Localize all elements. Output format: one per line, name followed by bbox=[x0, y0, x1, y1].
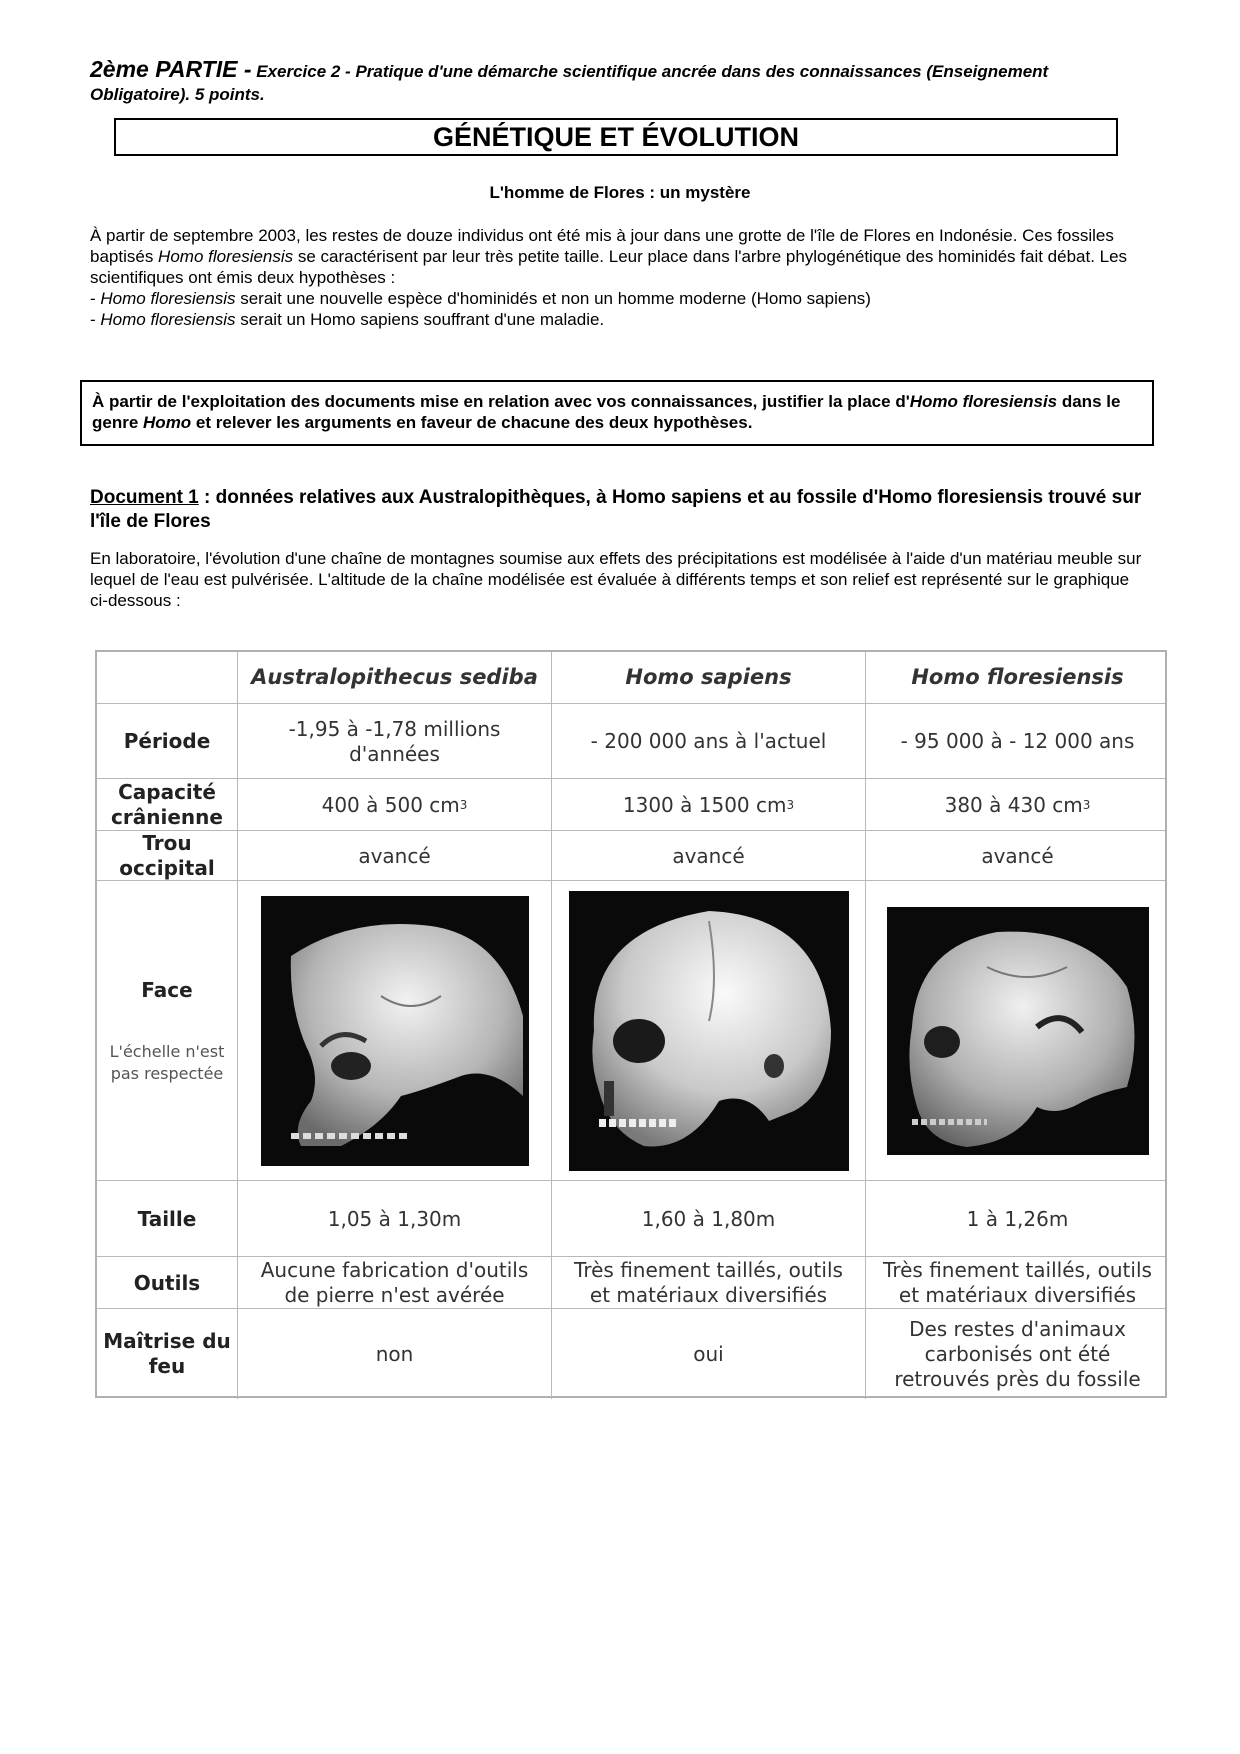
row-label-periode: Période bbox=[123, 729, 211, 753]
table-cell: avancé bbox=[551, 831, 865, 881]
table-row bbox=[97, 1256, 1165, 1309]
hominid-comparison-table bbox=[95, 650, 1167, 1398]
table-cell: 1300 à 1500 cm 3 bbox=[551, 779, 865, 831]
column-header-australopithecus: Australopithecus sediba bbox=[237, 652, 551, 703]
table-cell: Très finement taillés, outils et matériaux diversifiés bbox=[551, 1257, 865, 1309]
row-label-maitrise-feu: Maîtrise du feu bbox=[103, 1329, 231, 1378]
table-cell: -1,95 à -1,78 millions d'années bbox=[237, 704, 551, 779]
exercise-header bbox=[90, 58, 1150, 106]
row-label-taille: Taille bbox=[137, 1206, 197, 1231]
page-title: GÉNÉTIQUE ET ÉVOLUTION bbox=[114, 118, 1118, 156]
table-cell: oui bbox=[551, 1309, 865, 1399]
australopithecus-skull-photo bbox=[261, 896, 529, 1166]
table-cell: 1,60 à 1,80m bbox=[551, 1181, 865, 1257]
table-cell: Aucune fabrication d'outils de pierre n'est avérée bbox=[237, 1257, 551, 1309]
table-row bbox=[97, 778, 1165, 831]
scale-note: L'échelle n'est pas respectée bbox=[109, 1041, 225, 1083]
document-1-title: Document 1 : données relatives aux Australopithèques, à Homo sapiens et au fossile d'Homo floresiensis trouvé sur l'île de Flores bbox=[90, 487, 1142, 532]
document-1-label: Document 1 bbox=[90, 487, 199, 508]
table-corner-cell bbox=[97, 652, 237, 703]
part-label: 2ème PARTIE - bbox=[90, 56, 252, 82]
exercise-description: Exercice 2 - Pratique d'une démarche scientifique ancrée dans des connaissances (Enseignement Obligatoire). 5 points. bbox=[90, 62, 1049, 104]
skull-illustration bbox=[261, 896, 529, 1166]
section-subtitle: L'homme de Flores : un mystère bbox=[489, 183, 751, 202]
table-row bbox=[97, 880, 1165, 1181]
table-cell: 1 à 1,26m bbox=[865, 1181, 1169, 1257]
hypothesis-1: - Homo floresiensis serait une nouvelle espèce d'hominidés et non un homme moderne (Homo sapiens) bbox=[90, 289, 871, 308]
table-row bbox=[97, 1308, 1165, 1399]
row-label-outils: Outils bbox=[133, 1270, 201, 1295]
table-cell: 1,05 à 1,30m bbox=[237, 1181, 551, 1257]
skull-illustration bbox=[887, 907, 1149, 1155]
table-cell: avancé bbox=[237, 831, 551, 881]
table-cell bbox=[865, 881, 1169, 1181]
table-row bbox=[97, 1180, 1165, 1257]
document-page bbox=[90, 58, 1150, 611]
table-cell: 380 à 430 cm 3 bbox=[865, 779, 1169, 831]
table-cell bbox=[551, 881, 865, 1181]
skull-illustration bbox=[569, 891, 849, 1171]
table-row bbox=[97, 703, 1165, 779]
task-instructions: À partir de l'exploitation des documents mise en relation avec vos connaissances, justifier la place d'Homo floresiensis dans le genre Homo et relever les arguments en faveur de chacune des deux hypothèses. bbox=[80, 380, 1154, 446]
table-header-row bbox=[97, 652, 1165, 703]
row-label-capacite: Capacité crânienne bbox=[111, 780, 223, 829]
table-cell bbox=[237, 881, 551, 1181]
table-cell: - 95 000 à - 12 000 ans bbox=[865, 704, 1169, 779]
table-cell: - 200 000 ans à l'actuel bbox=[551, 704, 865, 779]
column-header-floresiensis: Homo floresiensis bbox=[865, 652, 1169, 703]
table-cell: Des restes d'animaux carbonisés ont été retrouvés près du fossile bbox=[865, 1309, 1169, 1399]
homo-sapiens-skull-photo bbox=[569, 891, 849, 1171]
document-1-text: En laboratoire, l'évolution d'une chaîne de montagnes soumise aux effets des précipitations est modélisée à l'aide d'un matériau meuble sur lequel de l'eau est pulvérisée. L'altitude de la chaîne modélisée est évaluée à différents temps et son relief est représenté sur le graphique ci-dessous : bbox=[90, 549, 1142, 610]
column-header-sapiens: Homo sapiens bbox=[551, 652, 865, 703]
row-label-face: Face L'échelle n'est pas respectée bbox=[109, 977, 225, 1083]
table-cell: avancé bbox=[865, 831, 1169, 881]
homo-floresiensis-skull-photo bbox=[887, 907, 1149, 1155]
table-cell: 400 à 500 cm 3 bbox=[237, 779, 551, 831]
intro-paragraph: À partir de septembre 2003, les restes de douze individus ont été mis à jour dans une grotte de l'île de Flores en Indonésie. Ces fossiles baptisés Homo floresiensis se caractérisent par leur très petite taille. Leur place dans l'arbre phylogénétique des hominidés fait débat. Les scientifiques ont émis deux hypothèses : bbox=[90, 226, 1128, 287]
row-label-trou-occipital: Trou occipital bbox=[119, 831, 215, 880]
table-cell: non bbox=[237, 1309, 551, 1399]
table-cell: Très finement taillés, outils et matériaux diversifiés bbox=[865, 1257, 1169, 1309]
hypothesis-2: - Homo floresiensis serait un Homo sapiens souffrant d'une maladie. bbox=[90, 310, 605, 329]
table-row bbox=[97, 830, 1165, 881]
intro-text bbox=[90, 225, 1150, 330]
